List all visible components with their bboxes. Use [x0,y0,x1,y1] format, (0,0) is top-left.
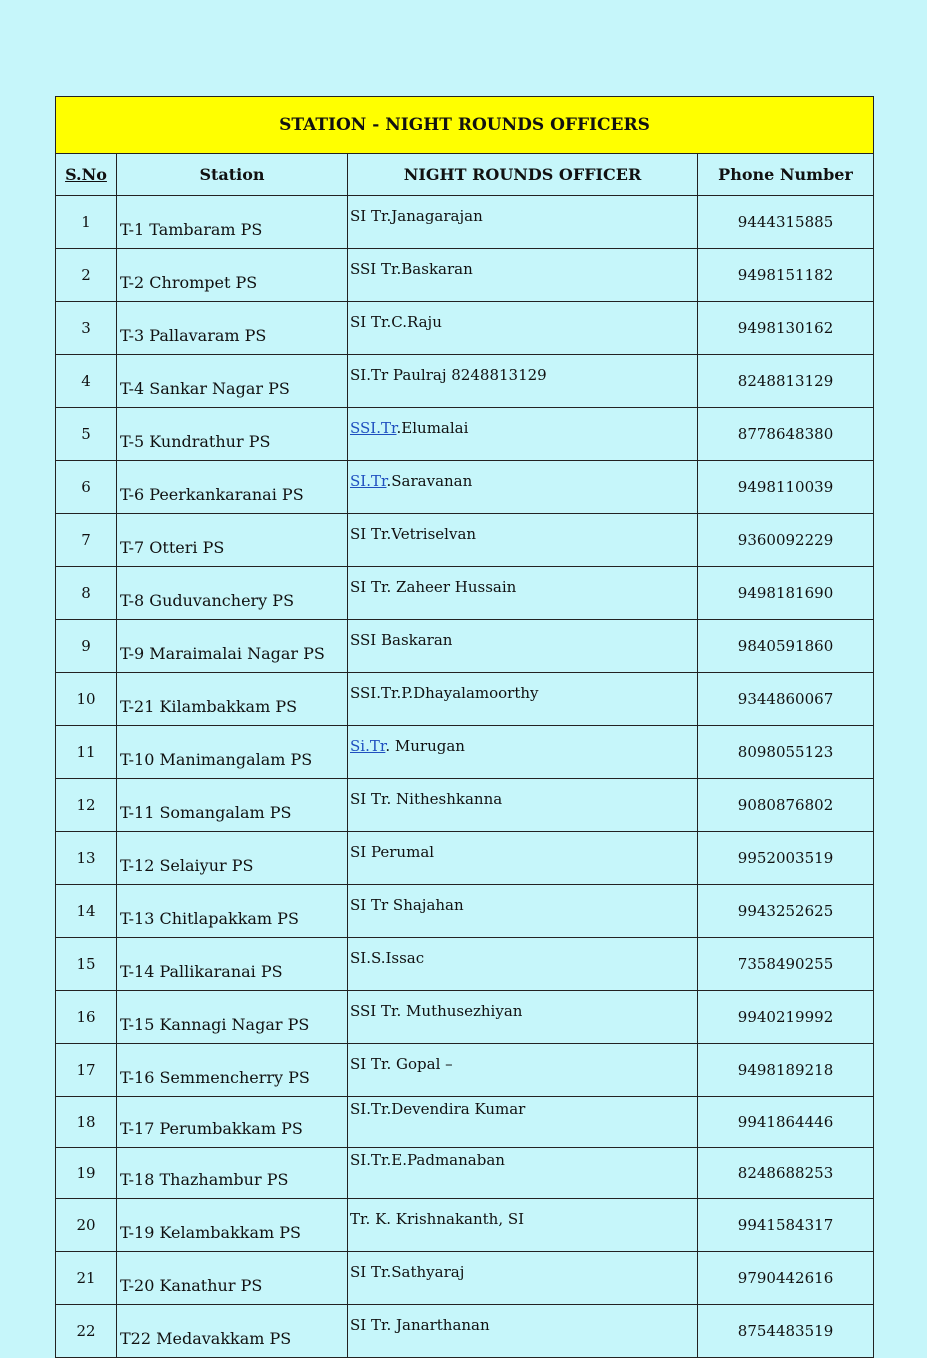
table-row [56,461,874,514]
cell-phone: 9344860067 [698,673,874,726]
cell-station: T-4 Sankar Nagar PS [117,355,348,408]
cell-station: T-16 Semmencherry PS [117,1044,348,1097]
header-phone: Phone Number [698,154,874,196]
header-row [56,154,874,196]
cell-officer [348,567,698,620]
cell-sno: 6 [56,461,117,514]
cell-sno: 11 [56,726,117,779]
table-row [56,196,874,249]
cell-sno: 10 [56,673,117,726]
cell-sno: 20 [56,1199,117,1252]
cell-officer [348,885,698,938]
title-row [56,97,874,154]
cell-officer [348,938,698,991]
cell-sno: 17 [56,1044,117,1097]
cell-phone: 9840591860 [698,620,874,673]
table-row [56,779,874,832]
cell-station: T-1 Tambaram PS [117,196,348,249]
cell-phone: 9080876802 [698,779,874,832]
table-row [56,1252,874,1305]
cell-station: T-3 Pallavaram PS [117,302,348,355]
table-row [56,355,874,408]
cell-officer [348,1148,698,1199]
officer-name: SSI.Tr.P.Dhayalamoorthy [350,684,539,702]
cell-station: T-9 Maraimalai Nagar PS [117,620,348,673]
cell-phone: 7358490255 [698,938,874,991]
cell-officer [348,514,698,567]
table-row [56,1097,874,1148]
cell-officer [348,991,698,1044]
cell-sno: 9 [56,620,117,673]
cell-phone: 9498110039 [698,461,874,514]
header-sno: S.No [56,154,117,196]
officer-name: SI.S.Issac [350,949,425,967]
cell-station: T-20 Kanathur PS [117,1252,348,1305]
officer-name: SI Tr. Nitheshkanna [350,790,503,808]
cell-phone: 8778648380 [698,408,874,461]
cell-station: T-5 Kundrathur PS [117,408,348,461]
cell-phone: 9498151182 [698,249,874,302]
cell-officer [348,1305,698,1358]
table-row [56,991,874,1044]
header-station: Station [117,154,348,196]
cell-phone: 8248813129 [698,355,874,408]
cell-station: T-19 Kelambakkam PS [117,1199,348,1252]
officer-name: . Murugan [385,737,465,755]
officer-name: SI Tr Shajahan [350,896,464,914]
officer-name: SSI Baskaran [350,631,453,649]
cell-sno: 14 [56,885,117,938]
table-row [56,408,874,461]
cell-phone: 9498189218 [698,1044,874,1097]
officer-name: SI.Tr.E.Padmanaban [350,1151,505,1169]
cell-station: T-18 Thazhambur PS [117,1148,348,1199]
cell-phone: 9943252625 [698,885,874,938]
cell-phone: 8098055123 [698,726,874,779]
table-row [56,249,874,302]
cell-officer [348,1044,698,1097]
officer-name: SI Tr.Vetriselvan [350,525,477,543]
cell-officer [348,673,698,726]
cell-station: T22 Medavakkam PS [117,1305,348,1358]
officer-name: SI.Tr Paulraj 8248813129 [350,366,547,384]
table-row [56,673,874,726]
cell-phone: 9941864446 [698,1097,874,1148]
table-title: STATION - NIGHT ROUNDS OFFICERS [56,97,874,154]
cell-sno: 16 [56,991,117,1044]
table-row [56,620,874,673]
table-row [56,1044,874,1097]
officer-name: SSI Tr. Muthusezhiyan [350,1002,523,1020]
table-row [56,1148,874,1199]
officer-title-link[interactable]: SSI.Tr [350,419,397,437]
cell-station: T-14 Pallikaranai PS [117,938,348,991]
cell-officer [348,1199,698,1252]
officer-name: SI Tr.C.Raju [350,313,442,331]
table-row [56,567,874,620]
cell-station: T-17 Perumbakkam PS [117,1097,348,1148]
officer-name: Tr. K. Krishnakanth, SI [350,1210,525,1228]
cell-phone: 9940219992 [698,991,874,1044]
cell-phone: 9360092229 [698,514,874,567]
officer-name: SSI Tr.Baskaran [350,260,473,278]
officer-name: SI.Tr.Devendira Kumar [350,1100,526,1118]
cell-sno: 1 [56,196,117,249]
cell-officer [348,1252,698,1305]
cell-station: T-7 Otteri PS [117,514,348,567]
cell-officer [348,355,698,408]
cell-sno: 21 [56,1252,117,1305]
cell-officer [348,620,698,673]
table-row [56,514,874,567]
cell-officer [348,1097,698,1148]
cell-station: T-10 Manimangalam PS [117,726,348,779]
cell-station: T-6 Peerkankaranai PS [117,461,348,514]
cell-officer [348,249,698,302]
cell-sno: 8 [56,567,117,620]
cell-station: T-21 Kilambakkam PS [117,673,348,726]
cell-station: T-11 Somangalam PS [117,779,348,832]
officer-name: SI Tr. Janarthanan [350,1316,490,1334]
cell-phone: 8248688253 [698,1148,874,1199]
cell-sno: 12 [56,779,117,832]
officer-name: .Saravanan [386,472,473,490]
officer-title-link[interactable]: Si.Tr [350,737,386,755]
cell-phone: 9941584317 [698,1199,874,1252]
officer-title-link[interactable]: SI.Tr [350,472,387,490]
night-rounds-table [55,96,874,1358]
officer-name: SI Tr.Janagarajan [350,207,483,225]
officer-name: SI Perumal [350,843,435,861]
cell-station: T-15 Kannagi Nagar PS [117,991,348,1044]
cell-officer [348,408,698,461]
officer-name: SI Tr. Gopal – [350,1055,453,1073]
cell-officer [348,726,698,779]
cell-station: T-8 Guduvanchery PS [117,567,348,620]
table-row [56,832,874,885]
table-body [56,196,874,1358]
table-row [56,1305,874,1358]
cell-sno: 13 [56,832,117,885]
table-row [56,1199,874,1252]
cell-sno: 22 [56,1305,117,1358]
table-row [56,726,874,779]
cell-phone: 9952003519 [698,832,874,885]
cell-phone: 9498130162 [698,302,874,355]
table-row [56,302,874,355]
cell-phone: 8754483519 [698,1305,874,1358]
cell-phone: 9444315885 [698,196,874,249]
cell-officer [348,779,698,832]
officer-name: .Elumalai [396,419,469,437]
cell-sno: 3 [56,302,117,355]
cell-sno: 18 [56,1097,117,1148]
cell-officer [348,196,698,249]
header-officer: NIGHT ROUNDS OFFICER [348,154,698,196]
cell-sno: 4 [56,355,117,408]
table-row [56,885,874,938]
officer-name: SI Tr.Sathyaraj [350,1263,465,1281]
cell-sno: 5 [56,408,117,461]
officer-name: SI Tr. Zaheer Hussain [350,578,517,596]
cell-phone: 9790442616 [698,1252,874,1305]
night-rounds-sheet [55,96,873,1358]
cell-station: T-13 Chitlapakkam PS [117,885,348,938]
cell-sno: 2 [56,249,117,302]
cell-phone: 9498181690 [698,567,874,620]
cell-officer [348,461,698,514]
cell-officer [348,302,698,355]
table-row [56,938,874,991]
cell-sno: 15 [56,938,117,991]
cell-station: T-2 Chrompet PS [117,249,348,302]
cell-sno: 19 [56,1148,117,1199]
cell-sno: 7 [56,514,117,567]
cell-officer [348,832,698,885]
cell-station: T-12 Selaiyur PS [117,832,348,885]
